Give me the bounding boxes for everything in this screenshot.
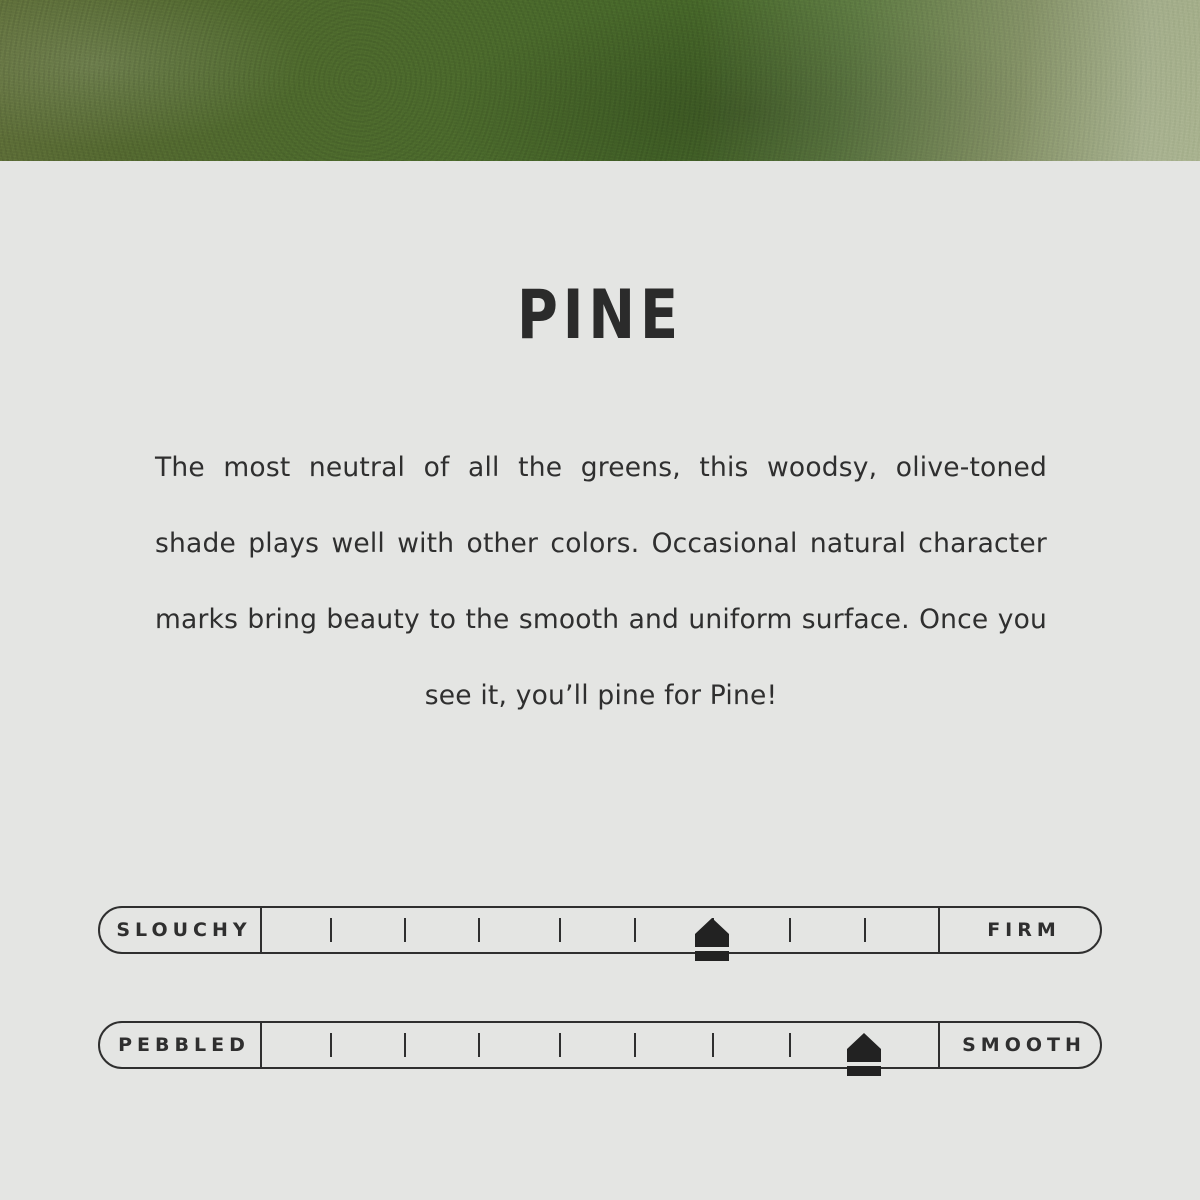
- scale-tick: [634, 918, 636, 942]
- pine-leather-swatch: [0, 0, 1200, 161]
- scale-structure-ticks: [262, 906, 938, 954]
- scale-tick: [559, 918, 561, 942]
- page-title: PINE: [516, 276, 684, 355]
- scale-tick: [478, 1033, 480, 1057]
- marker-body: [847, 1049, 881, 1069]
- marker-base: [695, 954, 729, 961]
- scale-structure: [98, 906, 1102, 954]
- marker-head-icon: [695, 918, 729, 934]
- scale-texture-left-label: PEBBLED: [98, 1021, 262, 1069]
- scale-texture-marker[interactable]: [847, 1033, 881, 1076]
- scale-tick: [559, 1033, 561, 1057]
- color-description-text: The most neutral of all the greens, this woodsy, olive-toned shade plays well with other colors. Occasional natural character marks bring beauty to the smooth and uniform surface. Once you see it, you’ll pine for Pine!: [155, 452, 1047, 711]
- scale-structure-marker[interactable]: [695, 918, 729, 961]
- scale-tick: [404, 1033, 406, 1057]
- scale-tick: [864, 918, 866, 942]
- attribute-scales: [98, 906, 1102, 1136]
- marker-body: [695, 934, 729, 954]
- marker-base: [847, 1069, 881, 1076]
- scale-tick: [404, 918, 406, 942]
- scale-tick: [330, 1033, 332, 1057]
- color-description: [155, 430, 1047, 734]
- scale-texture: [98, 1021, 1102, 1069]
- scale-structure-right-label: FIRM: [938, 906, 1102, 954]
- scale-tick: [712, 1033, 714, 1057]
- scale-structure-left-label: SLOUCHY: [98, 906, 262, 954]
- marker-head-icon: [847, 1033, 881, 1049]
- scale-tick: [330, 918, 332, 942]
- scale-tick: [789, 918, 791, 942]
- marker-gap: [695, 947, 729, 951]
- swatch-highlight: [696, 0, 1200, 161]
- scale-texture-ticks: [262, 1021, 938, 1069]
- scale-tick: [789, 1033, 791, 1057]
- scale-texture-right-label: SMOOTH: [938, 1021, 1102, 1069]
- marker-gap: [847, 1062, 881, 1066]
- scale-tick: [478, 918, 480, 942]
- scale-tick: [634, 1033, 636, 1057]
